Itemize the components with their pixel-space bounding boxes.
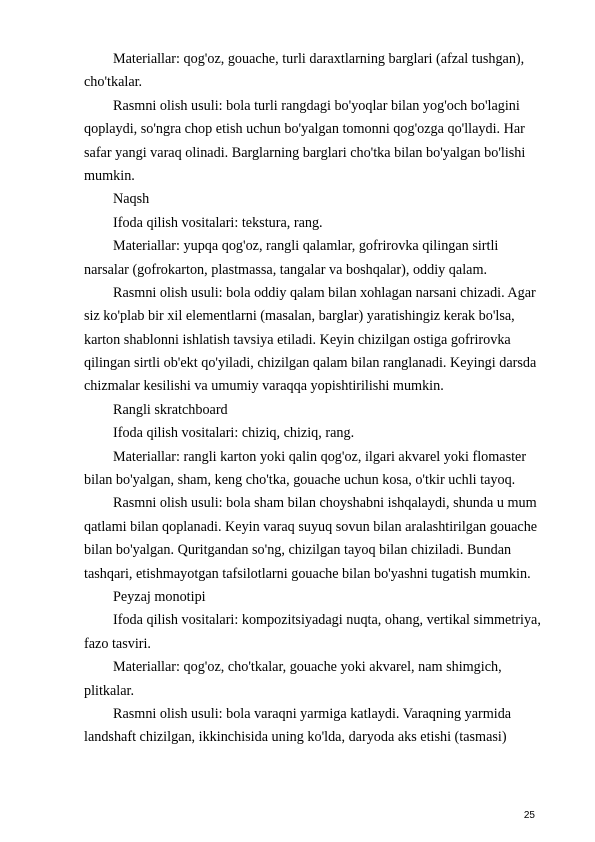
text-line: mumkin. [84, 167, 135, 184]
text-line: Ifoda qilish vositalari: kompozitsiyadagi nuqta, ohang, vertikal simmetriya, [113, 612, 541, 629]
text-line: bilan bo'yalgan. Quritgandan so'ng, chizilgan tayoq bilan chiziladi. Bundan [84, 542, 512, 559]
text-line: landshaft chizilgan, ikkinchisida uning ko'lda, daryoda aks etishi (tasmasi) [84, 729, 507, 746]
text-line: Ifoda qilish vositalari: chiziq, chiziq, rang. [113, 425, 355, 442]
text-line: siz ko'plab bir xil elementlarni (masalan, barglar) yaratishingiz kerak bo'lsa, [84, 308, 515, 325]
text-line: tashqari, etishmayotgan tafsilotlarni gouache bilan bo'yashni tugatish mumkin. [84, 565, 531, 582]
text-line: Materiallar: rangli karton yoki qalin qog'oz, ilgari akvarel yoki flomaster [113, 448, 527, 465]
text-line: qoplaydi, so'ngra chop etish uchun bo'yalgan tomonni qog'ozga qo'llaydi. Har [84, 121, 525, 138]
text-line: Materiallar: qog'oz, cho'tkalar, gouache yoki akvarel, nam shimgich, [113, 659, 502, 676]
text-line: Ifoda qilish vositalari: tekstura, rang. [113, 214, 323, 231]
text-line: qilingan sirtli ob'ekt qo'yiladi, chizilgan qalam bilan ranglanadi. Keyingi darsda [84, 355, 537, 372]
text-line: cho'tkalar. [84, 74, 143, 91]
text-line: Rangli skratchboard [113, 401, 228, 418]
text-line: Rasmni olish usuli: bola turli rangdagi bo'yoqlar bilan yog'och bo'lagini [113, 97, 520, 114]
text-line: Materiallar: yupqa qog'oz, rangli qalamlar, gofrirovka qilingan sirtli [113, 238, 499, 255]
text-line: Rasmni olish usuli: bola sham bilan choyshabni ishqalaydi, shunda u mum [113, 495, 537, 512]
page-number: 25 [523, 810, 535, 821]
text-line: karton shablonni ishlatish tavsiya etiladi. Keyin chizilgan ostiga gofrirovka [84, 331, 511, 348]
document-body [84, 48, 541, 750]
text-line: safar yangi varaq olinadi. Barglarning barglari cho'tka bilan bo'yalgan bo'lishi [84, 144, 526, 161]
text-line: bilan bo'yalgan, sham, keng cho'tka, gouache uchun kosa, o'tkir uchli tayoq. [84, 472, 516, 489]
text-line: qatlami bilan qoplanadi. Keyin varaq suyuq sovun bilan aralashtirilgan gouache [84, 518, 538, 535]
text-line: Rasmni olish usuli: bola varaqni yarmiga katlaydi. Varaqning yarmida [113, 705, 512, 722]
text-line: Rasmni olish usuli: bola oddiy qalam bilan xohlagan narsani chizadi. Agar [113, 284, 536, 301]
text-line: narsalar (gofrokarton, plastmassa, tangalar va boshqalar), oddiy qalam. [84, 261, 488, 278]
text-line: Materiallar: qog'oz, gouache, turli daraxtlarning barglari (afzal tushgan), [113, 51, 525, 67]
text-line: Naqsh [113, 191, 150, 208]
text-line: Peyzaj monotipi [113, 588, 206, 605]
text-line: fazo tasviri. [84, 635, 151, 652]
text-line: chizmalar kesilishi va umumiy varaqqa yopishtirilishi mumkin. [84, 378, 444, 395]
text-line: plitkalar. [84, 682, 135, 699]
